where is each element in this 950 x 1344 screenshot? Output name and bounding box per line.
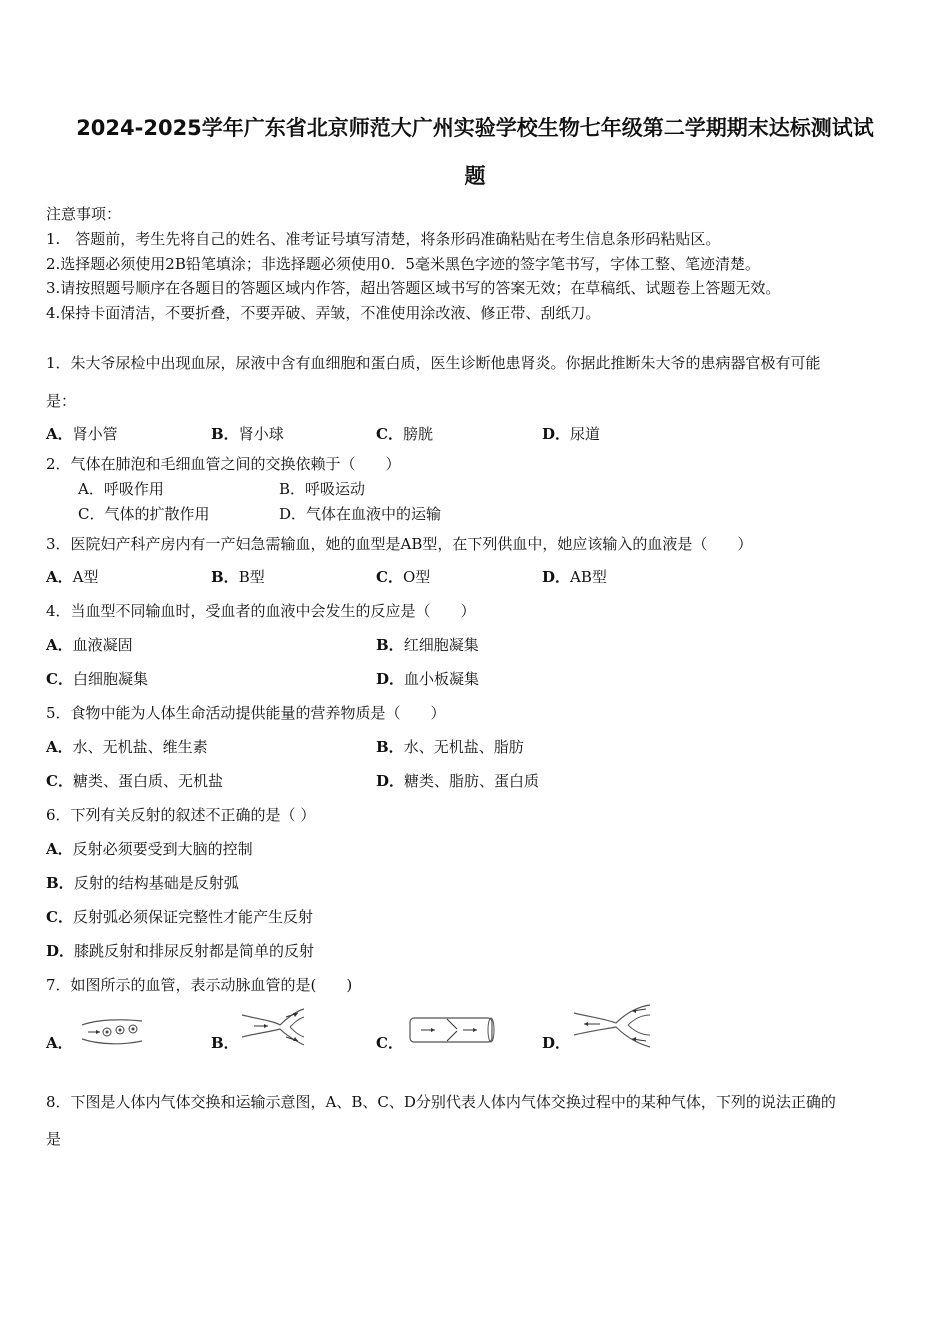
q3-option-d: D．AB型	[542, 568, 607, 586]
question-7-stem: 7．如图所示的血管，表示动脉血管的是( )	[46, 976, 353, 994]
note-item: 2.选择题必须使用2B铅笔填涂；非选择题必须使用0．5毫米黑色字迹的签字笔书写，字体工整、笔迹清楚。	[46, 255, 760, 273]
q3-option-c: C．O型	[376, 568, 431, 586]
vein-figure-d	[572, 1003, 652, 1049]
q6-option-b: B．反射的结构基础是反射弧	[46, 874, 239, 892]
q1-option-c: C．膀胱	[376, 425, 433, 443]
page-title: 2024-2025学年广东省北京师范大广州实验学校生物七年级第二学期期末达标测试试	[76, 116, 874, 140]
q1-option-b: B．肾小球	[211, 425, 284, 443]
q2-option-a: A．呼吸作用	[78, 480, 164, 498]
artery-figure-b	[240, 1007, 306, 1047]
q2-option-b: B．呼吸运动	[279, 480, 366, 498]
vein-valve-figure-c	[407, 1013, 495, 1047]
q5-option-a: A．水、无机盐、维生素	[46, 738, 208, 756]
q5-option-b: B．水、无机盐、脂肪	[376, 738, 524, 756]
question-3-stem: 3．医院妇产科产房内有一产妇急需输血，她的血型是AB型，在下列供血中，她应该输入的血液是（ ）	[46, 535, 753, 553]
page-title-continued: 题	[464, 164, 486, 188]
question-8-stem: 8．下图是人体内气体交换和运输示意图，A、B、C、D分别代表人体内气体交换过程中的某种气体，下列的说法正确的	[46, 1093, 836, 1111]
q1-option-a: A．肾小管	[46, 425, 118, 443]
q1-option-d: D．尿道	[542, 425, 601, 443]
note-item: 3.请按照题号顺序在各题目的答题区域内作答，超出答题区域书写的答案无效；在草稿纸、试题卷上答题无效。	[46, 279, 781, 297]
question-5-stem: 5．食物中能为人体生命活动提供能量的营养物质是（ ）	[46, 704, 446, 722]
q7-option-b-label: B．	[211, 1034, 239, 1052]
q5-option-c: C．糖类、蛋白质、无机盐	[46, 772, 223, 790]
note-item: 1. 答题前，考生先将自己的姓名、准考证号填写清楚，将条形码准确粘贴在考生信息条形码粘贴区。	[46, 230, 721, 248]
notes-heading: 注意事项：	[46, 205, 122, 223]
q2-option-d: D．气体在血液中的运输	[279, 505, 442, 523]
q6-option-c: C．反射弧必须保证完整性才能产生反射	[46, 908, 313, 926]
question-2-stem: 2．气体在肺泡和毛细血管之间的交换依赖于（ ）	[46, 455, 401, 473]
q6-option-d: D．膝跳反射和排尿反射都是简单的反射	[46, 942, 315, 960]
q6-option-a: A．反射必须要受到大脑的控制	[46, 840, 253, 858]
note-item: 4.保持卡面清洁，不要折叠，不要弄破、弄皱，不准使用涂改液、修正带、刮纸刀。	[46, 304, 601, 322]
q4-option-d: D．血小板凝集	[376, 670, 480, 688]
q7-option-d-label: D．	[542, 1034, 571, 1052]
capillary-figure-a	[78, 1015, 146, 1047]
q4-option-b: B．红细胞凝集	[376, 636, 479, 654]
question-1-stem: 1．朱大爷尿检中出现血尿，尿液中含有血细胞和蛋白质，医生诊断他患肾炎。你据此推断朱大爷的患病器官极有可能	[46, 354, 821, 372]
q2-option-c: C．气体的扩散作用	[78, 505, 210, 523]
q3-option-a: A．A型	[46, 568, 99, 586]
q3-option-b: B．B型	[211, 568, 265, 586]
question-4-stem: 4．当血型不同输血时，受血者的血液中会发生的反应是（ ）	[46, 602, 476, 620]
q5-option-d: D．糖类、脂肪、蛋白质	[376, 772, 540, 790]
question-6-stem: 6．下列有关反射的叙述不正确的是（ ）	[46, 806, 316, 824]
question-8-stem-continued: 是	[46, 1130, 62, 1148]
q4-option-c: C．白细胞凝集	[46, 670, 148, 688]
question-1-stem-continued: 是：	[46, 392, 77, 410]
q4-option-a: A．血液凝固	[46, 636, 133, 654]
q7-option-a-label: A．	[46, 1034, 73, 1052]
q7-option-c-label: C．	[376, 1034, 403, 1052]
